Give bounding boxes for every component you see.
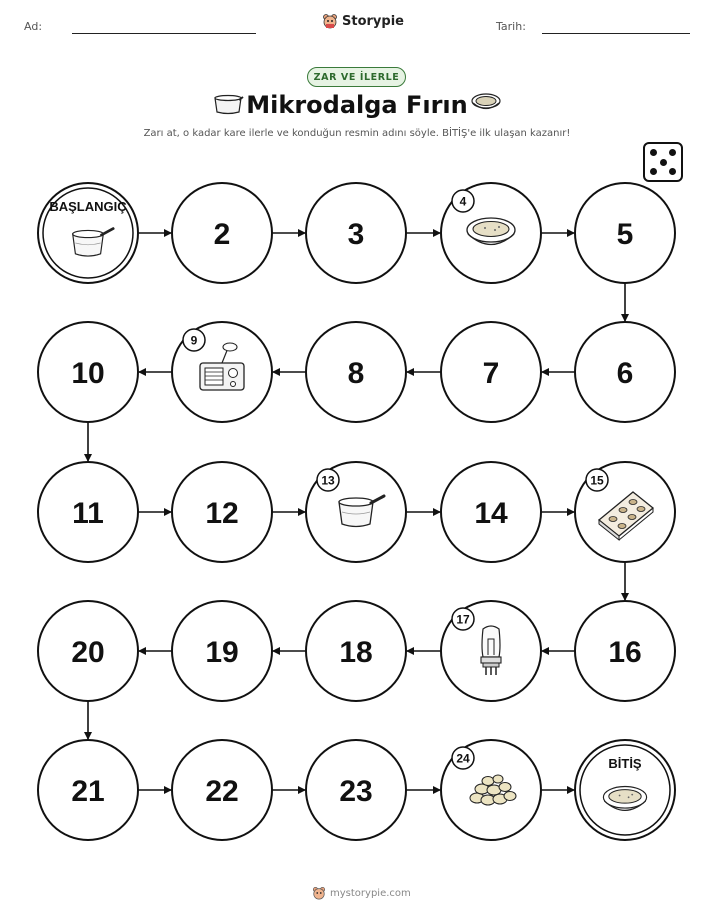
cell-number: 15 — [590, 473, 604, 488]
board-cell-19 — [172, 601, 272, 701]
board-cell-18 — [306, 601, 406, 701]
board-cell-4 — [441, 183, 541, 283]
board-cell-24 — [441, 740, 541, 840]
board-cell-10 — [38, 322, 138, 422]
board-cell-21 — [38, 740, 138, 840]
cell-number: 24 — [456, 751, 470, 766]
board-cell-20 — [38, 601, 138, 701]
activity-badge: ZAR VE İLERLE — [307, 67, 406, 87]
board-cell-15 — [575, 462, 675, 562]
cell-number: 2 — [213, 218, 231, 251]
cell-number: 17 — [456, 612, 470, 627]
cell-number: 7 — [482, 357, 500, 390]
board-cell-2 — [172, 183, 272, 283]
name-label: Ad: — [24, 20, 43, 33]
board-cell-start — [38, 183, 138, 283]
board-cell-14 — [441, 462, 541, 562]
board-cell-12 — [172, 462, 272, 562]
board-cell-9 — [172, 322, 272, 422]
cell-number: 14 — [474, 497, 508, 530]
cell-number: 18 — [339, 636, 373, 669]
footer — [312, 886, 411, 900]
cell-number: 12 — [205, 497, 239, 530]
cell-number: 21 — [71, 775, 105, 808]
board-cell-8 — [306, 322, 406, 422]
cell-number: 22 — [205, 775, 239, 808]
instructions: Zarı at, o kadar kare ilerle ve konduğun resmin adını söyle. BİTİŞ'e ilk ulaşan kazanır! — [143, 128, 571, 139]
board-cell-17 — [441, 601, 541, 701]
cell-label: BİTİŞ — [608, 756, 642, 771]
board-cell-6 — [575, 322, 675, 422]
board-cell-23 — [306, 740, 406, 840]
cell-number: 11 — [72, 497, 104, 530]
date-label: Tarih: — [496, 20, 526, 33]
cell-number: 20 — [71, 636, 105, 669]
cell-number: 19 — [205, 636, 239, 669]
cell-number: 6 — [616, 357, 634, 390]
cell-number: 4 — [459, 194, 467, 209]
board-cell-finish — [575, 740, 675, 840]
board-cell-3 — [306, 183, 406, 283]
board-cell-7 — [441, 322, 541, 422]
board-cell-22 — [172, 740, 272, 840]
footer-url: mystorypie.com — [330, 887, 411, 899]
board-cell-13 — [306, 462, 406, 562]
cell-number: 3 — [347, 218, 365, 251]
storypie-logo-icon — [312, 886, 326, 900]
board-cell-5 — [575, 183, 675, 283]
cell-number: 9 — [190, 333, 198, 348]
cell-number: 16 — [608, 636, 642, 669]
cell-number: 23 — [339, 775, 373, 808]
board-cell-11 — [38, 462, 138, 562]
brand-name: Storypie — [342, 13, 404, 29]
cell-number: 8 — [347, 357, 365, 390]
page-title: Mikrodalga Fırın — [246, 91, 468, 119]
cell-number: 10 — [71, 357, 105, 390]
board-cell-16 — [575, 601, 675, 701]
cell-number: 5 — [616, 218, 634, 251]
cell-label: BAŞLANGIÇ — [49, 199, 127, 214]
cell-number: 13 — [321, 473, 335, 488]
